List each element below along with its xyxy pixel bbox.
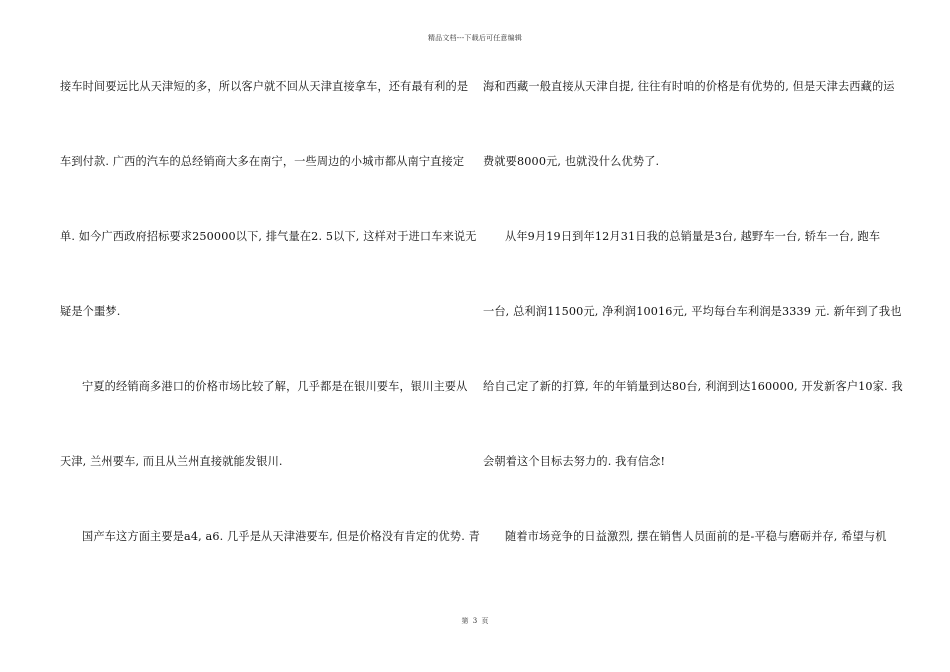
text-line: 随着市场竞争的日益激烈, 摆在销售人员面前的是-平稳与磨砺并存, 希望与机 <box>505 530 887 543</box>
text-line: 一台, 总利润11500元, 净利润10016元, 平均每台车利润是3339 元. 新年到了我也 <box>483 305 902 318</box>
text-line: 宁夏的经销商多港口的价格市场比较了解，几乎都是在银川要车，银川主要从 <box>82 380 468 393</box>
page-number: 3 <box>472 617 478 625</box>
text-line: 从年9月19日到年12月31日我的总销量是3台, 越野车一台, 轿车一台, 跑车 <box>505 230 881 243</box>
text-line: 疑是个噩梦. <box>60 305 121 318</box>
page-footer <box>0 616 950 626</box>
page-header: 精品文档---下载后可任意编辑 <box>427 34 523 42</box>
text-line: 会朝着这个目标去努力的. 我有信念! <box>483 455 666 468</box>
text-line: 接车时间要远比从天津短的多，所以客户就不回从天津直接拿车，还有最有利的是 <box>60 80 469 93</box>
page-suffix: 页 <box>481 617 489 625</box>
text-line: 车到付款. 广西的汽车的总经销商大多在南宁，一些周边的小城市都从南宁直接定 <box>60 155 465 168</box>
text-line: 给自己定了新的打算, 年的年销量到达80台, 利润到达160000, 开发新客户10家. 我 <box>483 380 903 393</box>
text-line: 费就要8000元, 也就没什么优势了. <box>483 155 660 168</box>
text-line: 天津, 兰州要车, 而且从兰州直接就能发银川. <box>60 455 283 468</box>
text-line: 单. 如今广西政府招标要求250000以下, 排气量在2. 5以下, 这样对于进口车来说无 <box>60 230 477 243</box>
text-line: 国产车这方面主要是a4, a6. 几乎是从天津港要车, 但是价格没有肯定的优势. 青 <box>82 530 480 543</box>
text-line: 海和西藏一般直接从天津自提, 往往有时咱的价格是有优势的, 但是天津去西藏的运 <box>483 80 895 93</box>
right-column <box>483 0 903 672</box>
page-prefix: 第 <box>461 617 469 625</box>
